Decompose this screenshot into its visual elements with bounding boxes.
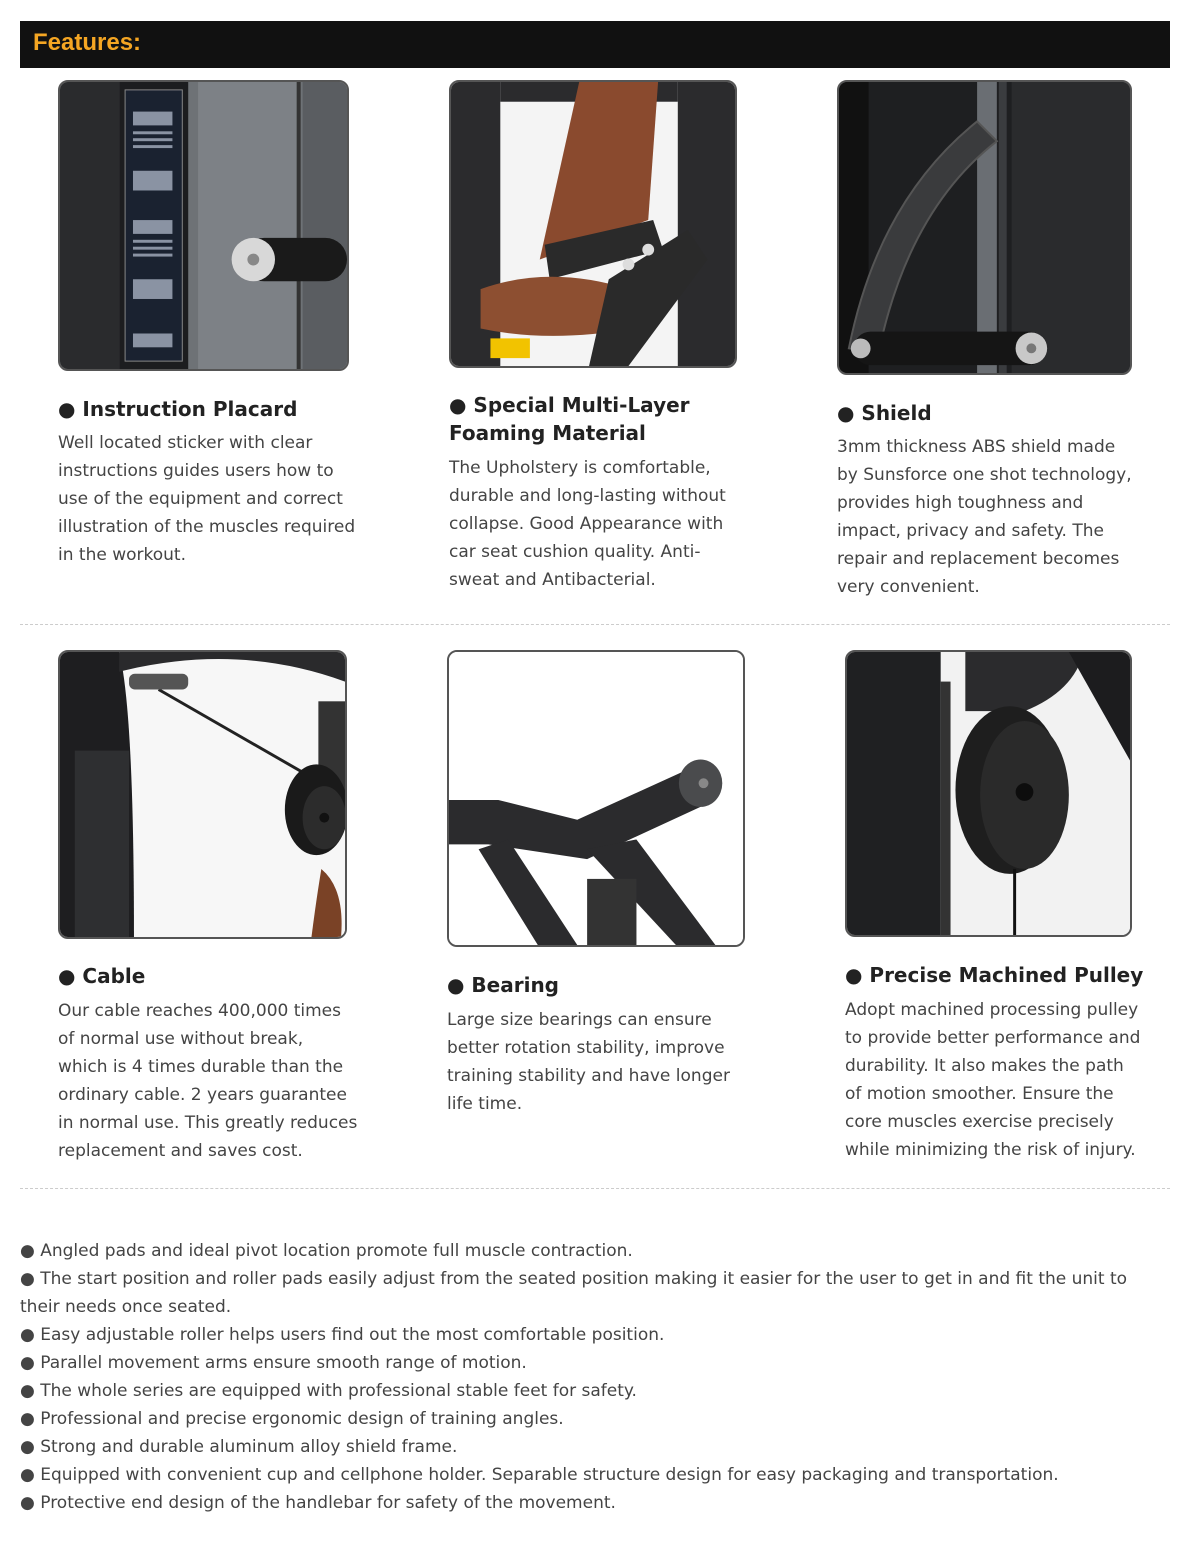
feature-title-cable: ● Cable [58,964,146,988]
feature-desc-instruction-placard: Well located sticker with clear instructions guides users how to use of the equipment and correct illustration of the muscles required in the workout. [58,433,356,565]
instruction-placard-photo [58,80,349,371]
features-title: Features: [33,29,142,56]
features-header [20,21,1170,68]
list-item: ● Equipped with convenient cup and cellphone holder. Separable structure design for easy packaging and transportation. [20,1465,1059,1485]
feature-desc-shield: 3mm thickness ABS shield made by Sunsforce one shot technology, provides high toughness and impact, privacy and safety. The repair and replacement becomes very convenient. [837,437,1132,597]
list-item: ● The whole series are equipped with professional stable feet for safety. [20,1381,637,1401]
feature-title-bearing: ● Bearing [447,973,559,997]
feature-bullet-list [20,1237,1170,1517]
feature-title-instruction-placard: ● Instruction Placard [58,397,298,421]
list-item: ● Strong and durable aluminum alloy shield frame. [20,1437,458,1457]
list-item: ● Angled pads and ideal pivot location promote full muscle contraction. [20,1241,633,1261]
feature-desc-cable: Our cable reaches 400,000 times of normal use without break, which is 4 times durable than the ordinary cable. 2 years guarantee in normal use. This greatly reduces replacement and saves cost. [58,1001,358,1161]
foaming-material-photo [449,80,737,368]
section-divider [20,624,1170,625]
list-item: ● Professional and precise ergonomic design of training angles. [20,1409,564,1429]
feature-title-foaming-material: ● Special Multi-Layer Foaming Material [449,393,690,445]
list-item: ● Protective end design of the handlebar for safety of the movement. [20,1493,616,1513]
feature-title-pulley: ● Precise Machined Pulley [845,963,1144,987]
list-item: ● The start position and roller pads easily adjust from the seated position making it easier for the user to get in and fit the unit to their needs once seated. [20,1269,1128,1317]
feature-title-shield: ● Shield [837,401,932,425]
pulley-photo [845,650,1132,937]
list-item: ● Parallel movement arms ensure smooth range of motion. [20,1353,527,1373]
feature-desc-bearing: Large size bearings can ensure better rotation stability, improve training stability and have longer life time. [447,1010,730,1114]
list-item: ● Easy adjustable roller helps users find out the most comfortable position. [20,1325,665,1345]
shield-photo [837,80,1132,375]
cable-photo [58,650,347,939]
feature-desc-foaming-material: The Upholstery is comfortable, durable and long-lasting without collapse. Good Appearance with car seat cushion quality. Anti-sweat and Antibacterial. [449,458,726,590]
section-divider [20,1188,1170,1189]
bearing-photo [447,650,745,947]
feature-desc-pulley: Adopt machined processing pulley to provide better performance and durability. It also makes the path of motion smoother. Ensure the core muscles exercise precisely while minimizing the risk of injury. [845,1000,1141,1160]
